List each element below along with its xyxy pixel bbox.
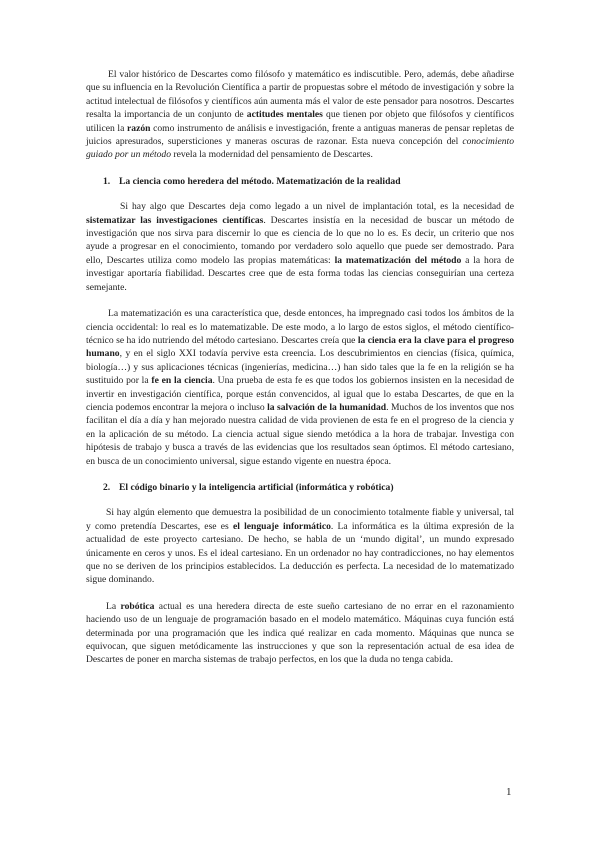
section-number: 1. [103,175,111,187]
section-number: 2. [103,481,111,493]
bold-run: fe en la ciencia [151,375,213,387]
text-run: revela la modernidad del pensamiento de Descartes. [171,149,373,161]
text-run: . La informática es la última expresión de la actualidad de este proyecto cartesiano. De hecho, se habla de un ‘mundo digital’, un mundo expresado únicamente en ceros y unos. Es el ideal cartesiano. En un ordenador no hay contradicciones, no hay elementos que no se deriven de los principios establecidos. La deducción es perfecta. La necesidad de lo matematizado sigue dominando. [86,520,514,586]
text-run: La matematización es una característica que, desde entonces, ha impregnado casi todos los ámbitos de la ciencia occidental: lo real es lo matematizable. De este modo, a lo largo de estos siglos, el método científico-técnico se ha ido nutriendo del método cartesiano. Descartes creía que [86,308,514,346]
text-run: , y en el siglo XXI todavía pervive esta creencia. Los descubrimientos en ciencias (física, química, biología…) y sus aplicaciones técnicas (ingenierías, medicina…) han sido tales que la fe en la religión se ha sustituido por la [86,348,514,387]
text-run: . Descartes insistía en la necesidad de buscar un método de investigación que nos sirva para discernir lo que es ciencia de lo que no lo es. Es decir, un criterio que nos ayude a progresar en el conocimiento, tomando por verdadero solo aquello que puede ser demostrado. Para ello, Descartes utiliza como modelo las propias matemáticas: [86,214,514,266]
paragraph-informatica [86,506,514,586]
paragraph-matematizacion [86,307,514,468]
text-run: . Una prueba de esta fe es que todos los gobiernos insisten en la necesidad de invertir en investigación científica, porque están convencidos, al igual que lo estaba Descartes, de que en la ciencia podemos encontrar la mejora o incluso [86,375,514,413]
text-run: que tienen por objeto que filósofos y científicos utilicen la [86,109,515,134]
paragraph-intro [86,68,514,162]
text-run: . Muchos de los inventos que nos facilitan el día a día y han mejorado nuestra calidad de vida provienen de esta fe en el progreso de la ciencia y en la aplicación de su método. La ciencia actual sigue siendo metódica a la hora de trabajar. Investiga con hipótesis de trabajo y busca a través de las evidencias que los resultados sean óptimos. El método cartesiano, en busca de un conocimiento universal, sigue estando vigente en nuestra época. [86,401,514,467]
section-heading-1 [86,175,514,188]
bold-run: razón [127,122,151,134]
text-run: Si hay algún elemento que demuestra la posibilidad de un conocimiento totalmente fiable y universal, tal y como pretendía Descartes, ese es [86,507,514,532]
section-title: La ciencia como heredera del método. Matematización de la realidad [119,175,401,187]
section-heading-2 [86,481,514,494]
bold-run: la salvación de la humanidad [267,401,387,413]
paragraph-method [86,200,514,294]
text-run: actual es una heredera directa de este sueño cartesiano de no errar en el razonamiento haciendo uso de un lenguaje de programación basado en el modelo matemático. Máquinas cuya función está determinada por una programación que les indica qué realizar en cada momento. Máquinas que nunca se equivocan, que siguen metódicamente las instrucciones y que son la representación actual de esa idea de Descartes de poner en marcha sistemas de trabajo perfectos, en los que la duda no tenga cabida. [86,600,514,666]
italic-run: conocimiento guiado por un método [86,136,514,161]
text-run: El valor histórico de Descartes como filósofo y matemático es indiscutible. Pero, además, debe añadirse que su influencia en la Revolución Científica a partir de propuestas sobre el método de investigación y sobre la actitud intelectual de filósofos y científicos aún aumenta más el valor de este pensador para nosotros. Descartes resalta la importancia de un conjunto de [86,69,514,121]
paragraph-robotica [86,600,514,667]
text-run: Si hay algo que Descartes deja como legado a un nivel de implantación total, es la necesidad de [120,201,514,213]
bold-run: la ciencia era la clave para el progreso humano [86,334,514,360]
bold-run: la matematización del método [334,254,462,266]
bold-run: el lenguaje informático [232,520,331,532]
text-run: a la hora de investigar aportaría fiabilidad. Descartes cree que de esta forma todas las ciencias conseguirían una certeza semejante. [86,254,514,293]
bold-run: sistematizar las investigaciones científicas [86,214,264,226]
section-title: El código binario y la inteligencia artificial (informática y robótica) [119,481,394,493]
bold-run: actitudes mentales [246,109,323,121]
text-run: La [106,600,121,612]
page-number: 1 [506,786,512,798]
text-run: como instrumento de análisis e investigación, frente a antiguas maneras de pensar repletas de juicios apresurados, supersticiones y maneras oscuras de razonar. Esta nueva concepción del [86,122,514,148]
bold-run: robótica [120,600,155,612]
